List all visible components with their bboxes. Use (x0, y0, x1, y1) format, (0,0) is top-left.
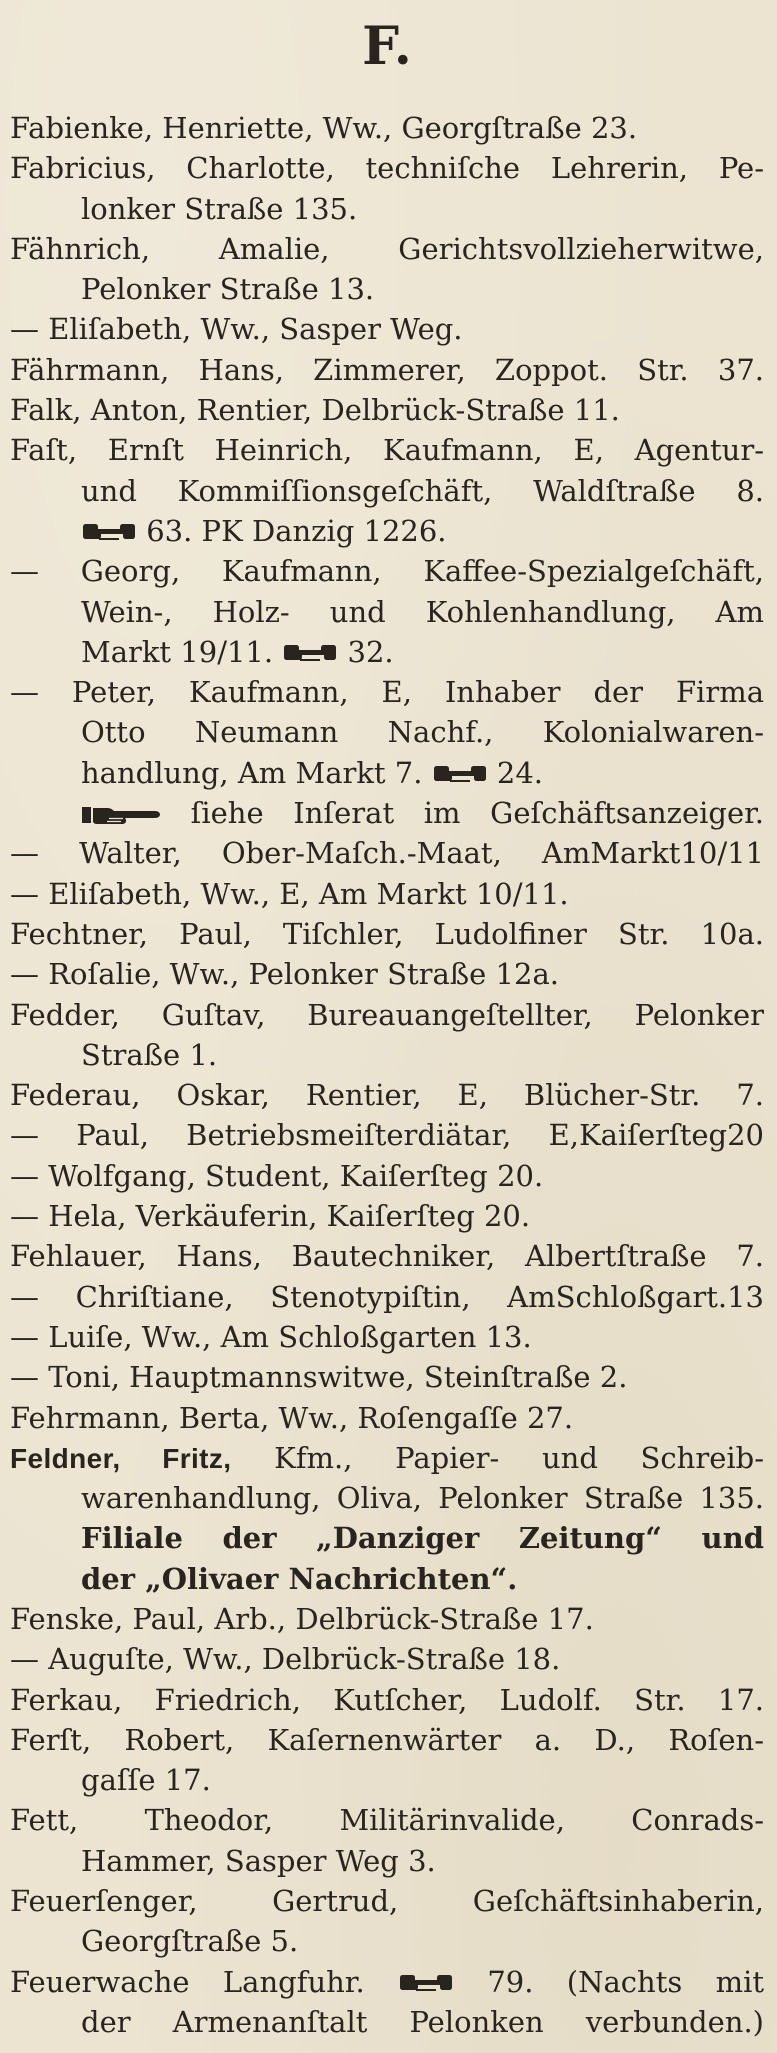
entry-continuation-line: der Armenanſtalt Pelonken verbunden.) (81, 2004, 764, 2039)
directory-entry (10, 309, 764, 349)
entry-continuation-line: Wein-, Holz- und Kohlenhandlung, Am (81, 594, 764, 629)
entry-line: — Wolfgang, Student, Kaiſerſteg 20. (10, 1158, 544, 1193)
directory-entry (10, 1398, 764, 1438)
directory-entry (10, 995, 764, 1076)
entry-text: Feuerwache Langfuhr. (10, 1964, 365, 1999)
telephone-number-text: 24. (496, 755, 544, 790)
directory-entry (10, 148, 764, 229)
entry-continuation-line: gaſſe 17. (81, 1763, 211, 1798)
telephone-number-text: 63. PK Danzig 1226. (146, 513, 447, 548)
entry-line: — Walter, Ober-Maſch.-Maat, AmMarkt10/11 (10, 836, 764, 871)
entry-continuation-line: Hammer, Sasper Weg 3. (81, 1843, 436, 1878)
entry-line: Federau, Oskar, Rentier, E, Blücher-Str. 7. (10, 1078, 764, 1113)
directory-entry (10, 1639, 764, 1679)
entry-continuation-line: Georgſtraße 5. (81, 1924, 299, 1959)
entry-line: — Hela, Verkäuferin, Kaiſerſteg 20. (10, 1199, 531, 1234)
entry-continuation-line (10, 632, 764, 672)
entry-line: — Paul, Betriebsmeiſterdiätar, E,Kaiſerſteg20 (10, 1118, 764, 1153)
directory-entry (10, 1962, 764, 2043)
entry-continuation-line: lonker Straße 135. (81, 191, 358, 226)
telephone-icon (398, 1965, 454, 1999)
directory-entry (10, 1680, 764, 1720)
entry-line: Fenske, Paul, Arb., Delbrück-Straße 17. (10, 1601, 594, 1636)
entry-continuation-line (10, 753, 764, 793)
entry-line (10, 1438, 764, 1478)
entry-continuation-line (10, 511, 764, 551)
entry-line: Fabricius, Charlotte, techniſche Lehrerin, Pe- (10, 151, 764, 186)
directory-entry (10, 1196, 764, 1236)
telephone-number-text: 32. (347, 634, 394, 669)
directory-entry (10, 390, 764, 430)
directory-entry (10, 1357, 764, 1397)
entry-continuation-line: Otto Neumann Nachf., Kolonialwaren- (81, 715, 764, 750)
entry-line: — Georg, Kaufmann, Kaffee-Spezialgeſchäft, (10, 554, 764, 589)
entry-line: — Eliſabeth, Ww., E, Am Markt 10/11. (10, 876, 569, 911)
entry-line: Fehlauer, Hans, Bautechniker, Albertſtraße 7. (10, 1239, 764, 1274)
entry-line: Fehrmann, Berta, Ww., Roſengaſſe 27. (10, 1400, 574, 1435)
entry-line: — Peter, Kaufmann, E, Inhaber der Firma (10, 675, 764, 710)
entry-line: — Luiſe, Ww., Am Schloßgarten 13. (10, 1319, 532, 1354)
entry-continuation-line: und Kommiſſionsgeſchäft, Waldſtraße 8. (81, 473, 764, 508)
directory-entry (10, 672, 764, 833)
directory-entry (10, 350, 764, 390)
directory-entry (10, 108, 764, 148)
directory-entry (10, 914, 764, 954)
entry-line: Ferkau, Friedrich, Kutſcher, Ludolf. Str. 17. (10, 1682, 764, 1717)
directory-entry (10, 1236, 764, 1276)
section-letter-heading: F. (362, 16, 412, 77)
entry-line: — Toni, Hauptmannswitwe, Steinſtraße 2. (10, 1360, 628, 1395)
entry-line: Falk, Anton, Rentier, Delbrück-Straße 11. (10, 393, 620, 428)
directory-entry (10, 430, 764, 551)
directory-entry (10, 1720, 764, 1801)
directory-entry (10, 1075, 764, 1115)
directory-entry (10, 1800, 764, 1881)
telephone-number-text: 79. (Nachts mit (487, 1964, 764, 1999)
entry-line: Fabienke, Henriette, Ww., Georgſtraße 23. (10, 111, 638, 145)
directory-entry (10, 1277, 764, 1317)
directory-entry (10, 1156, 764, 1196)
telephone-icon (282, 635, 338, 669)
entry-line: Fett, Theodor, Militärinvalide, Conrads- (10, 1803, 764, 1838)
entry-line: — Eliſabeth, Ww., Sasper Weg. (10, 312, 463, 347)
directory-entry (10, 1115, 764, 1155)
entry-continuation-line: Filiale der „Danziger Zeitung“ und (81, 1521, 764, 1556)
entry-line: Fährmann, Hans, Zimmerer, Zoppot. Str. 37. (10, 352, 764, 387)
address-text: Markt 19/11. (81, 634, 274, 669)
address-text: handlung, Am Markt 7. (81, 755, 423, 790)
directory-entry (10, 229, 764, 310)
entry-continuation-line: warenhandlung, Oliva, Pelonker Straße 135. (81, 1481, 764, 1516)
directory-entry (10, 1317, 764, 1357)
telephone-icon (432, 756, 488, 790)
entry-text: Kfm., Papier- und Schreib- (274, 1440, 764, 1475)
entry-continuation-line: Straße 1. (81, 1037, 218, 1072)
entry-continuation-line: der „Olivaer Nachrichten“. (81, 1561, 518, 1596)
pointing-hand-icon (81, 796, 161, 830)
directory-entry (10, 1881, 764, 1962)
entry-line: Fedder, Guſtav, Bureauangeſtellter, Pelonker (10, 997, 764, 1032)
entry-line: Faſt, Ernſt Heinrich, Kaufmann, E, Agentur- (10, 433, 764, 468)
notice-text: ſiehe Inſerat im Geſchäftsanzeiger. (190, 796, 764, 831)
directory-entry-featured (10, 1438, 764, 1599)
featured-name: Feldner, Fritz, (10, 1442, 232, 1474)
entry-line: Feuerſenger, Gertrud, Geſchäftsinhaberin, (10, 1884, 764, 1919)
telephone-icon (81, 514, 137, 548)
entry-continuation-line (10, 793, 764, 833)
entry-line: — Auguſte, Ww., Delbrück-Straße 18. (10, 1642, 561, 1677)
entry-line: — Roſalie, Ww., Pelonker Straße 12a. (10, 957, 559, 992)
directory-entry (10, 874, 764, 914)
directory-entry (10, 833, 764, 873)
entry-line: Fechtner, Paul, Tiſchler, Ludolfiner Str. 10a. (10, 916, 764, 951)
entry-line: Fähnrich, Amalie, Gerichtsvollzieherwitwe, (10, 231, 764, 266)
entry-line (10, 1962, 764, 2002)
directory-entry (10, 954, 764, 994)
directory-entry (10, 1599, 764, 1639)
entry-line: Ferſt, Robert, Kaſernenwärter a. D., Roſen- (10, 1722, 764, 1757)
entry-line: — Chriſtiane, Stenotypiſtin, AmSchloßgart.13 (10, 1279, 764, 1314)
entry-continuation-line: Pelonker Straße 13. (81, 272, 375, 307)
directory-entry (10, 551, 764, 672)
